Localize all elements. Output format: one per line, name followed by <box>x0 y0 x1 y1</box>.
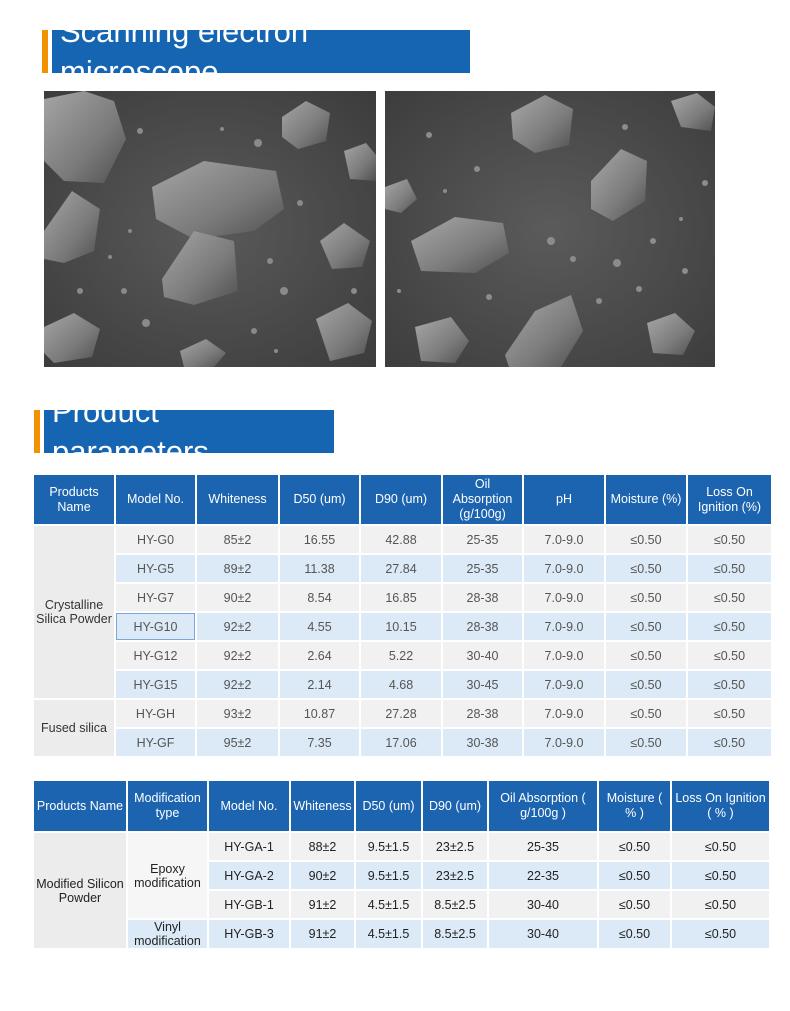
table-row <box>34 584 771 611</box>
header-cell: Whiteness <box>291 781 354 831</box>
table-cell: ≤0.50 <box>672 833 769 860</box>
modified-powder-table <box>32 779 771 950</box>
table-cell: 30-45 <box>443 671 522 698</box>
table-row <box>34 700 771 727</box>
table-cell: 11.38 <box>280 555 359 582</box>
table-row <box>34 642 771 669</box>
table-cell: 89±2 <box>197 555 278 582</box>
table-cell: 4.5±1.5 <box>356 920 421 948</box>
table-cell: HY-GA-1 <box>209 833 289 860</box>
title-accent-bar <box>34 410 40 453</box>
header-cell: Model No. <box>209 781 289 831</box>
table-header-row <box>34 475 771 524</box>
table-cell: HY-GB-1 <box>209 891 289 918</box>
table-cell: HY-GB-3 <box>209 920 289 948</box>
table-cell: 25-35 <box>443 526 522 553</box>
table-cell: 91±2 <box>291 891 354 918</box>
table-cell: ≤0.50 <box>606 584 686 611</box>
table-cell: HY-G0 <box>116 526 195 553</box>
table-row <box>34 833 769 860</box>
table-cell: ≤0.50 <box>688 613 771 640</box>
table-cell: 7.0-9.0 <box>524 555 604 582</box>
table-cell: HY-G7 <box>116 584 195 611</box>
sem-image-right <box>385 91 715 367</box>
table-cell: ≤0.50 <box>599 833 670 860</box>
table-cell: 9.5±1.5 <box>356 862 421 889</box>
table-cell: HY-G15 <box>116 671 195 698</box>
params-title-text: Product parameters <box>44 410 334 453</box>
table-cell: 7.0-9.0 <box>524 613 604 640</box>
table-cell: 30-40 <box>489 891 597 918</box>
header-cell: D90 (um) <box>423 781 487 831</box>
table-cell: 7.0-9.0 <box>524 584 604 611</box>
table-cell: 7.0-9.0 <box>524 671 604 698</box>
product-name-cell: Crystalline Silica Powder <box>34 526 114 698</box>
table-row <box>34 613 771 640</box>
table-cell: ≤0.50 <box>688 526 771 553</box>
table-cell: 28-38 <box>443 700 522 727</box>
table-cell: 30-40 <box>443 642 522 669</box>
product-parameters-table <box>32 473 773 758</box>
table-cell: 4.5±1.5 <box>356 891 421 918</box>
header-cell: pH <box>524 475 604 524</box>
table-cell: ≤0.50 <box>606 671 686 698</box>
table-cell: 92±2 <box>197 642 278 669</box>
table-cell: HY-G12 <box>116 642 195 669</box>
table-cell: ≤0.50 <box>599 891 670 918</box>
table-cell: 7.0-9.0 <box>524 642 604 669</box>
table-cell: ≤0.50 <box>688 671 771 698</box>
table-cell: 91±2 <box>291 920 354 948</box>
table-cell: 85±2 <box>197 526 278 553</box>
table-cell: 16.55 <box>280 526 359 553</box>
table-cell: ≤0.50 <box>606 526 686 553</box>
table-cell: 90±2 <box>291 862 354 889</box>
table-row <box>34 729 771 756</box>
table-cell: ≤0.50 <box>688 584 771 611</box>
header-cell: Products Name <box>34 475 114 524</box>
table-cell: 92±2 <box>197 613 278 640</box>
header-cell: Model No. <box>116 475 195 524</box>
table-cell: ≤0.50 <box>672 920 769 948</box>
header-cell: Whiteness <box>197 475 278 524</box>
table-cell: 23±2.5 <box>423 833 487 860</box>
table-cell: 5.22 <box>361 642 441 669</box>
table-cell: HY-G5 <box>116 555 195 582</box>
table-cell: 95±2 <box>197 729 278 756</box>
table-cell: 28-38 <box>443 613 522 640</box>
table-cell: ≤0.50 <box>688 642 771 669</box>
table-cell: ≤0.50 <box>599 920 670 948</box>
table-cell: 22-35 <box>489 862 597 889</box>
table-cell: 27.28 <box>361 700 441 727</box>
table-cell: 7.0-9.0 <box>524 700 604 727</box>
table-cell: 17.06 <box>361 729 441 756</box>
table-cell: 42.88 <box>361 526 441 553</box>
table-cell: 4.68 <box>361 671 441 698</box>
header-cell: Loss On Ignition (%) <box>688 475 771 524</box>
sem-image-left <box>44 91 376 367</box>
table-cell: ≤0.50 <box>606 613 686 640</box>
sem-micrograph-right <box>385 91 715 367</box>
header-cell: Moisture ( % ) <box>599 781 670 831</box>
product-name-cell: Modified Silicon Powder <box>34 833 126 948</box>
table-cell: 90±2 <box>197 584 278 611</box>
table-cell: 25-35 <box>443 555 522 582</box>
table-cell: ≤0.50 <box>672 862 769 889</box>
modification-type-cell: Epoxy modification <box>128 833 207 918</box>
table-cell: 92±2 <box>197 671 278 698</box>
table-cell: ≤0.50 <box>606 642 686 669</box>
table-cell: ≤0.50 <box>688 700 771 727</box>
table-cell: HY-GF <box>116 729 195 756</box>
table-cell: 27.84 <box>361 555 441 582</box>
table-row <box>34 555 771 582</box>
table-cell: HY-G10 <box>116 613 195 640</box>
sem-section-title <box>42 13 470 89</box>
header-cell: Modification type <box>128 781 207 831</box>
table-row <box>34 920 769 948</box>
header-cell: Oil Absorption ( g/100g ) <box>489 781 597 831</box>
table-cell: 8.5±2.5 <box>423 920 487 948</box>
title-accent-bar <box>42 30 48 73</box>
table-cell: 4.55 <box>280 613 359 640</box>
table-cell: 30-40 <box>489 920 597 948</box>
modification-type-cell: Vinyl modification <box>128 920 207 948</box>
table-cell: 2.64 <box>280 642 359 669</box>
table-cell: 30-38 <box>443 729 522 756</box>
table-header-row <box>34 781 769 831</box>
table-cell: ≤0.50 <box>672 891 769 918</box>
table-cell: 8.5±2.5 <box>423 891 487 918</box>
table-cell: ≤0.50 <box>688 555 771 582</box>
table-cell: 28-38 <box>443 584 522 611</box>
table-cell: 8.54 <box>280 584 359 611</box>
header-cell: Oil Absorption (g/100g) <box>443 475 522 524</box>
table-cell: 10.15 <box>361 613 441 640</box>
table-cell: 7.35 <box>280 729 359 756</box>
table-cell: HY-GA-2 <box>209 862 289 889</box>
header-cell: D90 (um) <box>361 475 441 524</box>
sem-title-text: Scanning electron microscope <box>52 30 470 73</box>
table-cell: 16.85 <box>361 584 441 611</box>
table-cell: 23±2.5 <box>423 862 487 889</box>
table-cell: 93±2 <box>197 700 278 727</box>
table-cell: 25-35 <box>489 833 597 860</box>
table-cell: ≤0.50 <box>688 729 771 756</box>
table-cell: ≤0.50 <box>606 700 686 727</box>
table-cell: HY-GH <box>116 700 195 727</box>
table-cell: 2.14 <box>280 671 359 698</box>
table-cell: 9.5±1.5 <box>356 833 421 860</box>
table-row <box>34 671 771 698</box>
table-cell: ≤0.50 <box>599 862 670 889</box>
header-cell: D50 (um) <box>280 475 359 524</box>
header-cell: D50 (um) <box>356 781 421 831</box>
header-cell: Loss On Ignition ( % ) <box>672 781 769 831</box>
table-cell: ≤0.50 <box>606 729 686 756</box>
header-cell: Products Name <box>34 781 126 831</box>
table-cell: 7.0-9.0 <box>524 526 604 553</box>
table-cell: 88±2 <box>291 833 354 860</box>
table-cell: 7.0-9.0 <box>524 729 604 756</box>
table-cell: 10.87 <box>280 700 359 727</box>
table-row <box>34 526 771 553</box>
table-cell: ≤0.50 <box>606 555 686 582</box>
params-section-title <box>34 393 334 469</box>
header-cell: Moisture (%) <box>606 475 686 524</box>
product-name-cell: Fused silica <box>34 700 114 756</box>
sem-micrograph-left <box>44 91 376 367</box>
